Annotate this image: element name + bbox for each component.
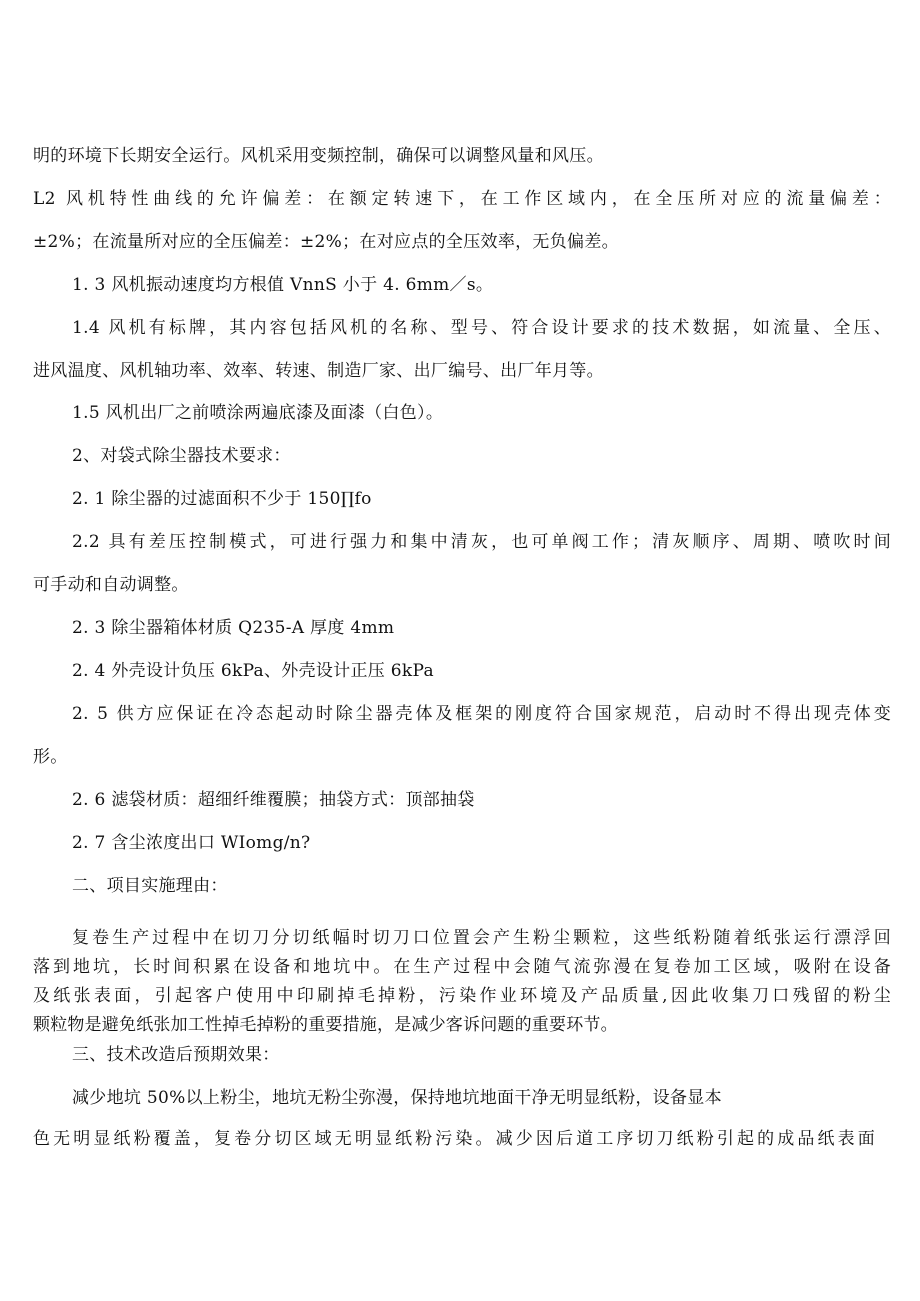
section-heading: 二、项目实施理由： [72, 876, 228, 896]
text-line: 及纸张表面，引起客户使用中印刷掉毛掉粉，污染作业环境及产品质量,因此收集刀口残留的粉尘 [33, 986, 891, 1006]
text-line: 复卷生产过程中在切刀分切纸幅时切刀口位置会产生粉尘颗粒，这些纸粉随着纸张运行漂浮回 [72, 928, 891, 948]
section-heading: 三、技术改造后预期效果： [72, 1045, 280, 1065]
text-line: 2. 4 外壳设计负压 6kPa、外壳设计正压 6kPa [72, 661, 434, 681]
text-line: 1.4 风机有标牌，其内容包括风机的名称、型号、符合设计要求的技术数据，如流量、全压、 [72, 318, 891, 338]
text-line: 进风温度、风机轴功率、效率、转速、制造厂家、出厂编号、出厂年月等。 [33, 361, 604, 381]
text-line: 1.5 风机出厂之前喷涂两遍底漆及面漆（白色）。 [72, 403, 444, 423]
text-line: 色无明显纸粉覆盖，复卷分切区域无明显纸粉污染。减少因后道工序切刀纸粉引起的成品纸表面 [33, 1129, 875, 1149]
text-line: 1. 3 风机振动速度均方根值 VnnS 小于 4. 6mm／s。 [72, 275, 494, 295]
text-line: 颗粒物是避免纸张加工性掉毛掉粉的重要措施，是减少客诉问题的重要环节。 [33, 1015, 618, 1035]
text-line: 2. 3 除尘器箱体材质 Q235-A 厚度 4mm [72, 618, 395, 638]
text-line: 2.2 具有差压控制模式，可进行强力和集中清灰，也可单阀工作；清灰顺序、周期、喷吹时间 [72, 532, 891, 552]
text-line: 2、对袋式除尘器技术要求： [72, 446, 291, 466]
text-line: 落到地坑，长时间积累在设备和地坑中。在生产过程中会随气流弥漫在复卷加工区域，吸附在设备 [33, 957, 891, 977]
text-line: 2. 6 滤袋材质：超细纤维覆膜；抽袋方式：顶部抽袋 [72, 790, 475, 810]
text-line: 可手动和自动调整。 [33, 575, 189, 595]
text-line: 明的环境下长期安全运行。风机采用变频控制，确保可以调整风量和风压。 [33, 146, 604, 166]
text-line: 形。 [33, 747, 68, 767]
text-line: ±2%；在流量所对应的全压偏差：±2%；在对应点的全压效率，无负偏差。 [33, 232, 619, 252]
text-line: 2. 1 除尘器的过滤面积不少于 150∏fo [72, 489, 372, 509]
text-line: L2 风机特性曲线的允许偏差：在额定转速下，在工作区域内，在全压所对应的流量偏差： [33, 189, 891, 209]
text-line: 减少地坑 50%以上粉尘，地坑无粉尘弥漫，保持地坑地面干净无明显纸粉，设备显本 [72, 1088, 722, 1108]
text-line: 2. 7 含尘浓度出口 WIomg/n? [72, 833, 311, 853]
text-line: 2. 5 供方应保证在冷态起动时除尘器壳体及框架的刚度符合国家规范，启动时不得出现壳体变 [72, 704, 891, 724]
